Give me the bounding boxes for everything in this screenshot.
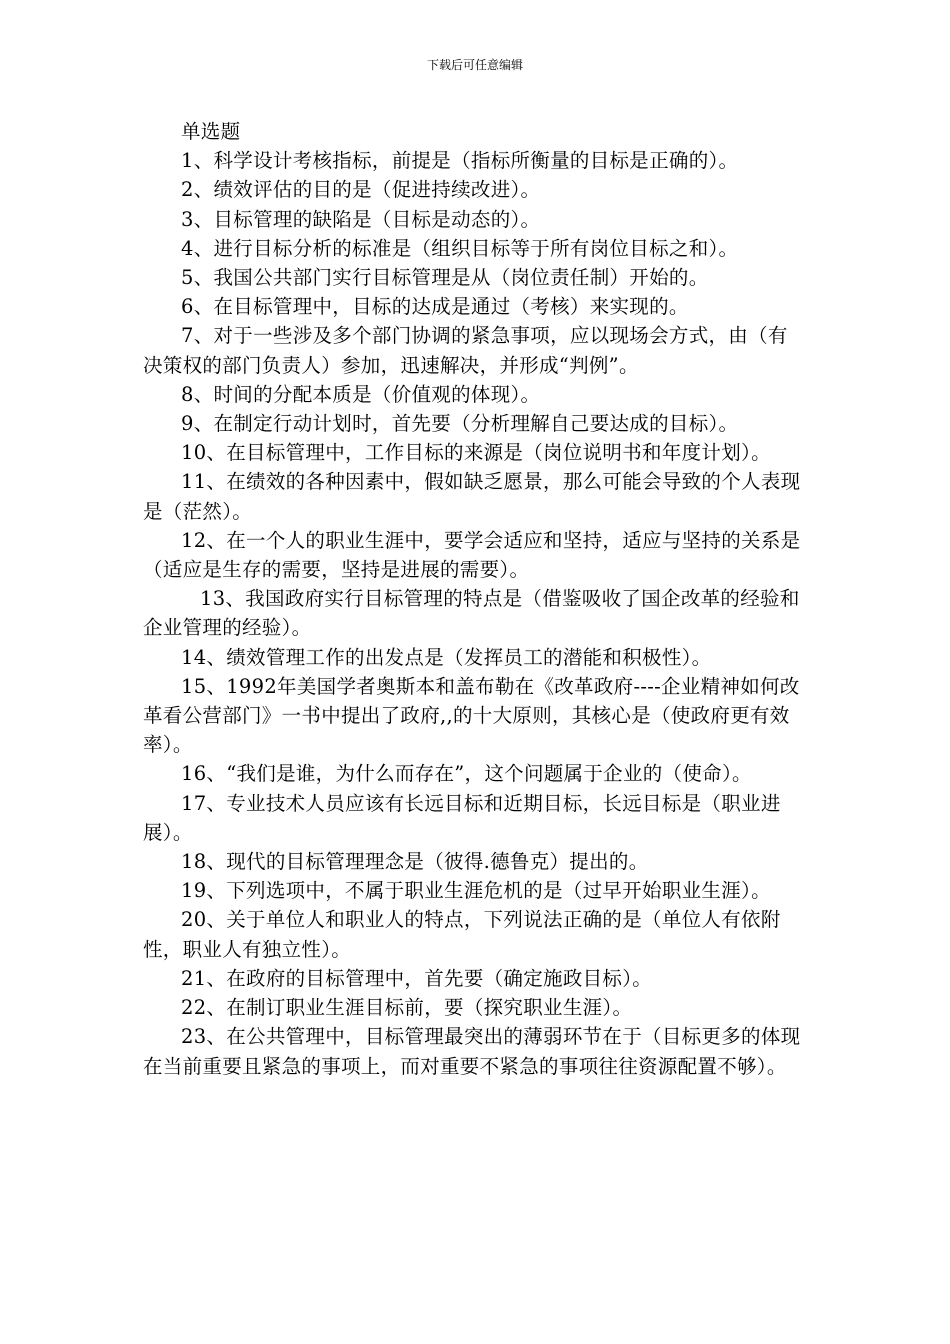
question-9: 9、在制定行动计划时，首先要（分析理解自己要达成的目标）。 [181, 412, 739, 436]
document-body [143, 117, 805, 1081]
question-12: 12、在一个人的职业生涯中，要学会适应和坚持，适应与坚持的关系是（适应是生存的需要，坚持是进展的需要）。 [143, 528, 801, 582]
question-3: 3、目标管理的缺陷是（目标是动态的）。 [181, 207, 541, 231]
question-7: 7、对于一些涉及多个部门协调的紧急事项，应以现场会方式，由（有决策权的部门负责人）参加，迅速解决，并形成“判例”。 [143, 324, 788, 377]
question-1: 1、科学设计考核指标，前提是（指标所衡量的目标是正确的）。 [181, 149, 739, 173]
question-4: 4、进行目标分析的标准是（组织目标等于所有岗位目标之和）。 [181, 236, 739, 260]
question-13: 13、我国政府实行目标管理的特点是（借鉴吸收了国企改革的经验和企业管理的经验）。 [143, 587, 800, 640]
page-header: 下载后可任意编辑 [426, 58, 523, 72]
question-8: 8、时间的分配本质是（价值观的体现）。 [181, 382, 541, 406]
question-21: 21、在政府的目标管理中，首先要（确定施政目标）。 [181, 966, 653, 990]
question-5: 5、我国公共部门实行目标管理是从（岗位责任制）开始的。 [181, 266, 709, 290]
question-15: 15、1992年美国学者奥斯本和盖布勒在《改革政府----企业精神如何改革看公营部门》一书中提出了政府,,的十大原则，其核心是（使政府更有效率）。 [143, 674, 800, 757]
question-2: 2、绩效评估的目的是（促进持续改进）。 [181, 178, 541, 202]
question-20: 20、关于单位人和职业人的特点，下列说法正确的是（单位人有依附性，职业人有独立性）。 [143, 908, 781, 961]
question-23: 23、在公共管理中，目标管理最突出的薄弱环节在于（目标更多的体现在当前重要且紧急的事项上，而对重要不紧急的事项往往资源配置不够）。 [143, 1025, 801, 1078]
question-14: 14、绩效管理工作的出发点是（发挥员工的潜能和积极性）。 [181, 645, 712, 669]
question-6: 6、在目标管理中，目标的达成是通过（考核）来实现的。 [181, 295, 689, 319]
question-11: 11、在绩效的各种因素中，假如缺乏愿景，那么可能会导致的个人表现是（茫然）。 [143, 470, 801, 523]
question-10: 10、在目标管理中，工作目标的来源是（岗位说明书和年度计划）。 [181, 441, 771, 465]
section-title: 单选题 [181, 120, 241, 143]
question-18: 18、现代的目标管理理念是（彼得.德鲁克）提出的。 [181, 850, 649, 874]
question-19: 19、下列选项中，不属于职业生涯危机的是（过早开始职业生涯）。 [181, 879, 771, 903]
question-16: 16、“我们是谁，为什么而存在”，这个问题属于企业的（使命）。 [181, 762, 752, 786]
question-17: 17、专业技术人员应该有长远目标和近期目标，长远目标是（职业进展）。 [143, 791, 781, 844]
question-22: 22、在制订职业生涯目标前，要（探究职业生涯）。 [181, 996, 633, 1020]
